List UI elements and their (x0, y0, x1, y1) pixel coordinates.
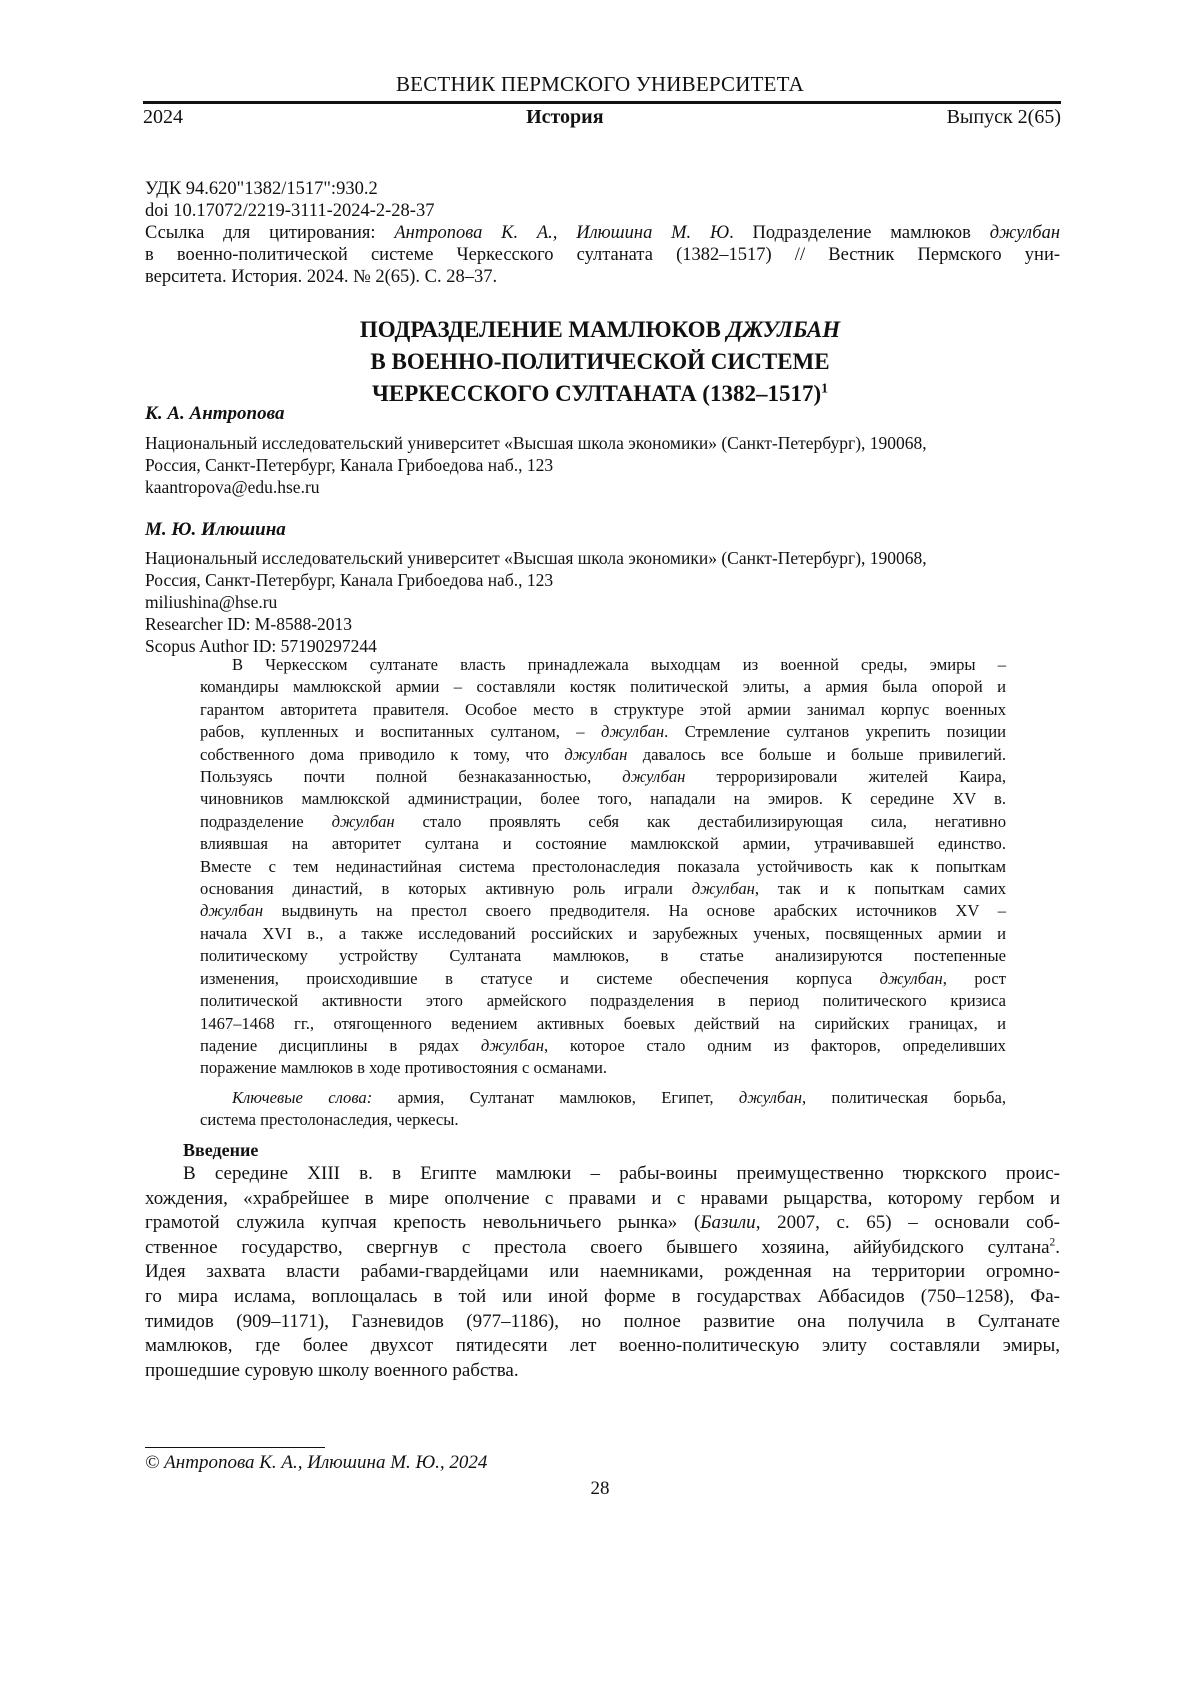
text: в военно-политической системе Черкесского султаната (1382–1517) // Вестник Пермского уни- (145, 245, 1060, 265)
intro-paragraph (145, 1162, 1060, 1383)
header-divider (143, 101, 1061, 104)
text-line (145, 1260, 1060, 1285)
text: начала XVI в., а также исследований российских и зарубежных ученых, посвященных армии и (200, 924, 1006, 943)
text-line (200, 833, 1006, 855)
text-line (200, 968, 1006, 990)
text-line (145, 266, 1060, 288)
italic-text: джулбан (332, 812, 395, 831)
text-line (200, 1109, 1006, 1131)
text-line (145, 222, 1060, 244)
text: прошедшие суровую школу военного рабства. (145, 1360, 519, 1381)
text-line (145, 1285, 1060, 1310)
text-line (200, 900, 1006, 922)
text: 1467–1468 гг., отягощенного ведением активных боевых действий на сирийских границах, и (200, 1014, 1006, 1033)
article-title (0, 314, 1200, 410)
text-line (145, 547, 1060, 569)
text: Scopus Author ID: 57190297244 (145, 636, 377, 656)
text: . Стремление султанов укрепить позиции (664, 722, 1006, 741)
text-line (145, 569, 1060, 591)
text: Национальный исследовательский университет «Высшая школа экономики» (Санкт-Петербург), 190068, (145, 433, 927, 453)
text-line (145, 1334, 1060, 1359)
text: Идея захвата власти рабами-гвардейцами или наемниками, рожденная на территории огромно- (145, 1261, 1060, 1282)
page-number: 28 (0, 1478, 1200, 1500)
italic-text: Антропова К. А., Илюшина М. Ю (394, 223, 729, 243)
italic-text: джулбан (200, 901, 263, 920)
text: ПОДРАЗДЕЛЕНИЕ МАМЛЮКОВ (360, 317, 727, 342)
text: Россия, Санкт-Петербург, Канала Грибоедова наб., 123 (145, 570, 553, 590)
copyright-footnote: © Антропова К. А., Илюшина М. Ю., 2024 (145, 1452, 487, 1474)
text-line (145, 1310, 1060, 1335)
text: kaantropova@edu.hse.ru (145, 477, 320, 497)
text-line (145, 1359, 1060, 1384)
text: miliushina@hse.ru (145, 592, 277, 612)
text-line (200, 856, 1006, 878)
journal-title: ВЕСТНИК ПЕРМСКОГО УНИВЕРСИТЕТА (0, 72, 1200, 97)
text-line (145, 1187, 1060, 1212)
text-line (200, 744, 1006, 766)
text-line (145, 200, 1060, 222)
text: , которое стало одним из факторов, определивших (544, 1036, 1006, 1055)
text: стало проявлять себя как дестабилизирующая сила, негативно (395, 812, 1006, 831)
italic-text: джулбан (481, 1036, 544, 1055)
text-line (145, 1236, 1060, 1261)
text: командиры мамлюкской армии – составляли костяк политической элиты, а армия была опорой и (200, 677, 1006, 696)
text-line (200, 654, 1006, 676)
italic-text: джулбан (622, 767, 685, 786)
italic-text: джулбан (564, 745, 627, 764)
author-name: М. Ю. Илюшина (145, 519, 286, 541)
italic-text: Ключевые слова: (232, 1088, 372, 1107)
text: подразделение (200, 812, 332, 831)
text: основания династий, в которых активную роль играли (200, 879, 692, 898)
text: чиновников мамлюкской администрации, более того, нападали на эмиров. К середине XV в. (200, 789, 1006, 808)
text-line (200, 1013, 1006, 1035)
header-issue: Выпуск 2(65) (947, 106, 1061, 129)
italic-text: джулбан (880, 969, 943, 988)
text: Россия, Санкт-Петербург, Канала Грибоедова наб., 123 (145, 455, 553, 475)
text: . (1055, 1237, 1060, 1258)
footnote-ref: 1 (821, 380, 828, 395)
footnote-divider (145, 1447, 325, 1448)
text-line (0, 346, 1200, 378)
text-line (0, 314, 1200, 346)
text-line (145, 1162, 1060, 1187)
text: Пользуясь почти полной безнаказанностью, (200, 767, 622, 786)
text: ЧЕРКЕССКОГО СУЛТАНАТА (1382–1517) (372, 381, 821, 406)
text: doi 10.17072/2219-3111-2024-2-28-37 (145, 201, 434, 221)
italic-text: джулбан (692, 879, 755, 898)
text-line (200, 811, 1006, 833)
italic-text: джулбан (601, 722, 664, 741)
text: падение дисциплины в рядах (200, 1036, 481, 1055)
text-line (145, 178, 1060, 200)
text: В ВОЕННО-ПОЛИТИЧЕСКОЙ СИСТЕМЕ (370, 349, 829, 374)
text: Вместе с тем нединастийная система престолонаследия показала устойчивость как к попыткам (200, 857, 1006, 876)
author-affiliation (145, 547, 1060, 657)
text-line (200, 990, 1006, 1012)
text: . Подразделение мамлюков (729, 223, 990, 243)
text: , 2007, с. 65) – основали соб- (756, 1212, 1060, 1233)
text-line (145, 432, 1060, 454)
text-line (145, 454, 1060, 476)
text-line (145, 244, 1060, 266)
italic-text: ДЖУЛБАН (727, 317, 841, 342)
text: гарантом авторитета правителя. Особое место в структуре этой армии занимал корпус военных (200, 700, 1006, 719)
text-line (200, 676, 1006, 698)
footnote-ref: 2 (1050, 1236, 1056, 1248)
text: влиявшая на авторитет султана и состояние мамлюкской армии, утрачивавшей единство. (200, 834, 1006, 853)
text: ственное государство, свергнув с престола своего бывшего хозяина, аййубидского султана (145, 1237, 1050, 1258)
text: тимидов (909–1171), Газневидов (977–1186), но полное развитие она получила в Султанате (145, 1311, 1060, 1332)
text: рабов, купленных и воспитанных султаном, – (200, 722, 601, 741)
text: терроризировали жителей Каира, (685, 767, 1006, 786)
author-affiliation (145, 432, 1060, 498)
text: Researcher ID: M-8588-2013 (145, 614, 352, 634)
header-row (143, 106, 1061, 129)
italic-text: Базили (700, 1212, 755, 1233)
text-line (145, 591, 1060, 613)
text: система престолонаследия, черкесы. (200, 1110, 459, 1129)
text: Ссылка для цитирования: (145, 223, 394, 243)
text-line (200, 923, 1006, 945)
text-line (200, 1087, 1006, 1109)
text-line (200, 721, 1006, 743)
text-line (145, 1211, 1060, 1236)
text: верситета. История. 2024. № 2(65). С. 28–37. (145, 267, 497, 287)
italic-text: джулбан (990, 223, 1060, 243)
text: политической активности этого армейского подразделения в период политического кризиса (200, 991, 1006, 1010)
text-line (200, 1057, 1006, 1079)
text: УДК 94.620"1382/1517":930.2 (145, 179, 378, 199)
text: В Черкесском султанате власть принадлежала выходцам из военной среды, эмиры – (232, 655, 1006, 674)
text: мамлюков, где более двухсот пятидесяти лет военно-политическую элиту составляли эмиры, (145, 1335, 1060, 1356)
text: грамотой служила купчая крепость невольничьего рынка» ( (145, 1212, 700, 1233)
text-line (200, 1035, 1006, 1057)
text: изменения, происходившие в статусе и системе обеспечения корпуса (200, 969, 880, 988)
text: , рост (943, 969, 1006, 988)
text: В середине XIII в. в Египте мамлюки – рабы-воины преимущественно тюркского проис- (183, 1163, 1060, 1184)
author-name: К. А. Антропова (145, 403, 285, 425)
abstract (200, 654, 1006, 1080)
text: поражение мамлюков в ходе противостояния с османами. (200, 1058, 607, 1077)
text: Национальный исследовательский университет «Высшая школа экономики» (Санкт-Петербург), 190068, (145, 548, 927, 568)
text: , политическая борьба, (802, 1088, 1006, 1107)
section-heading: Введение (183, 1140, 258, 1161)
text: собственного дома приводило к тому, что (200, 745, 564, 764)
header-section: История (526, 106, 603, 129)
text: го мира ислама, воплощалась в той или иной форме в государствах Аббасидов (750–1258), Фа- (145, 1286, 1060, 1307)
italic-text: джулбан (739, 1088, 802, 1107)
text: давалось все больше и больше привилегий. (627, 745, 1006, 764)
text: армия, Султанат мамлюков, Египет, (372, 1088, 739, 1107)
citation (145, 222, 1060, 288)
text: , так и к попыткам самих (755, 879, 1006, 898)
text: хождения, «храбрейшее в мире ополчение с правами и с нравами рыцарства, которому гербом и (145, 1188, 1060, 1209)
text-line (200, 699, 1006, 721)
text-line (200, 788, 1006, 810)
text-line (200, 945, 1006, 967)
header-year: 2024 (143, 106, 183, 129)
text: политическому устройству Султаната мамлюков, в статье анализируются постепенные (200, 946, 1006, 965)
text-line (200, 766, 1006, 788)
text-line (200, 878, 1006, 900)
udk-doi (145, 178, 1060, 222)
text-line (145, 476, 1060, 498)
keywords (200, 1087, 1006, 1131)
text: выдвинуть на престол своего предводителя. На основе арабских источников XV – (263, 901, 1006, 920)
text-line (145, 613, 1060, 635)
